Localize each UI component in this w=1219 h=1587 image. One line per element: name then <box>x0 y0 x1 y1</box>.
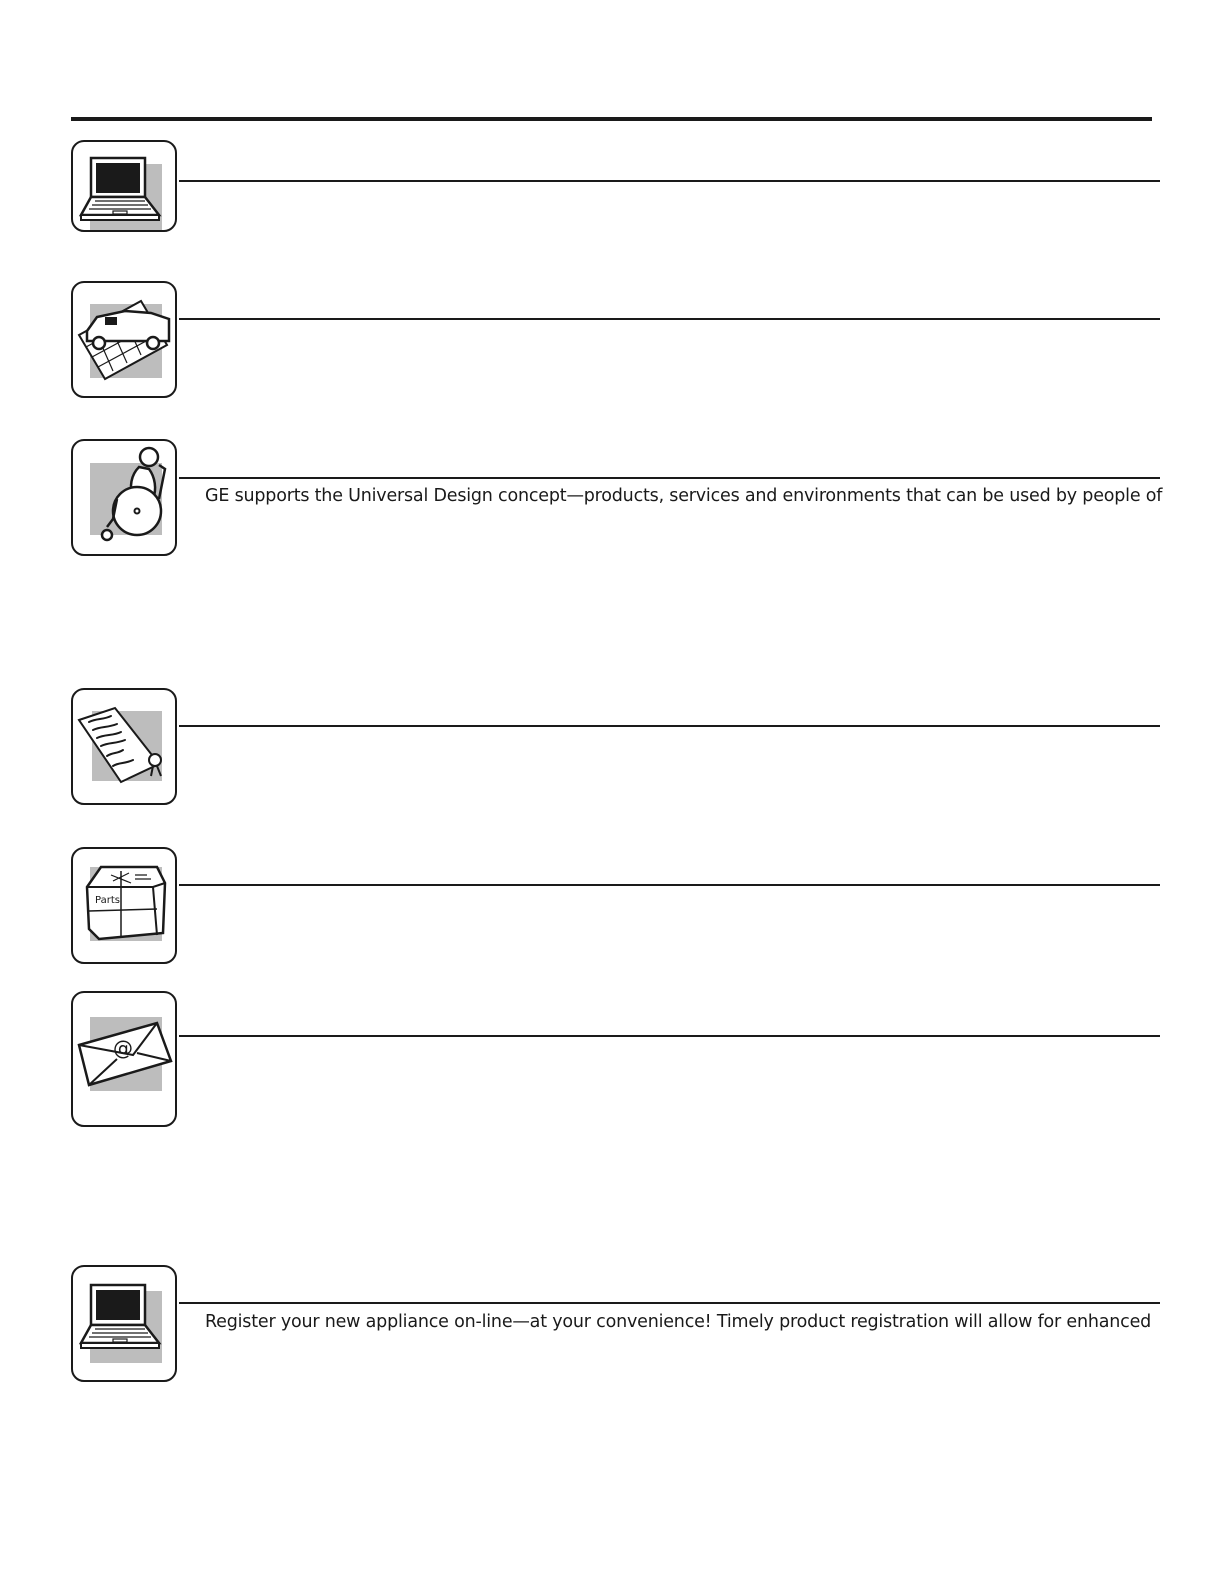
parts-box-icon <box>71 847 177 964</box>
section-rule <box>179 318 1160 320</box>
section-warranty <box>71 688 1160 805</box>
service-truck-calendar-icon <box>71 281 177 398</box>
section-rule <box>179 884 1160 886</box>
section-rule <box>179 180 1160 182</box>
registration-text: Register your new appliance on-line—at your convenience! Timely product registration will allow for enhanced <box>205 1312 1152 1332</box>
section-registration <box>71 1265 1160 1382</box>
email-envelope-icon <box>71 991 177 1127</box>
laptop-icon <box>71 140 177 232</box>
section-universal-design <box>71 439 1163 556</box>
top-rule <box>71 117 1152 121</box>
section-service <box>71 281 1160 398</box>
parts-label: Parts <box>95 895 120 906</box>
section-rule <box>179 1035 1160 1037</box>
svg-text:@: @ <box>113 1036 133 1060</box>
section-website <box>71 140 1160 232</box>
section-parts <box>71 847 1160 964</box>
section-contact <box>71 991 1160 1127</box>
section-rule <box>179 725 1160 727</box>
warranty-certificate-icon <box>71 688 177 805</box>
section-rule <box>179 477 1160 479</box>
wheelchair-icon <box>71 439 177 556</box>
laptop-icon <box>71 1265 177 1382</box>
universal-design-text: GE supports the Universal Design concept—products, services and environments that can be used by people of <box>205 486 1163 506</box>
section-rule <box>179 1302 1160 1304</box>
